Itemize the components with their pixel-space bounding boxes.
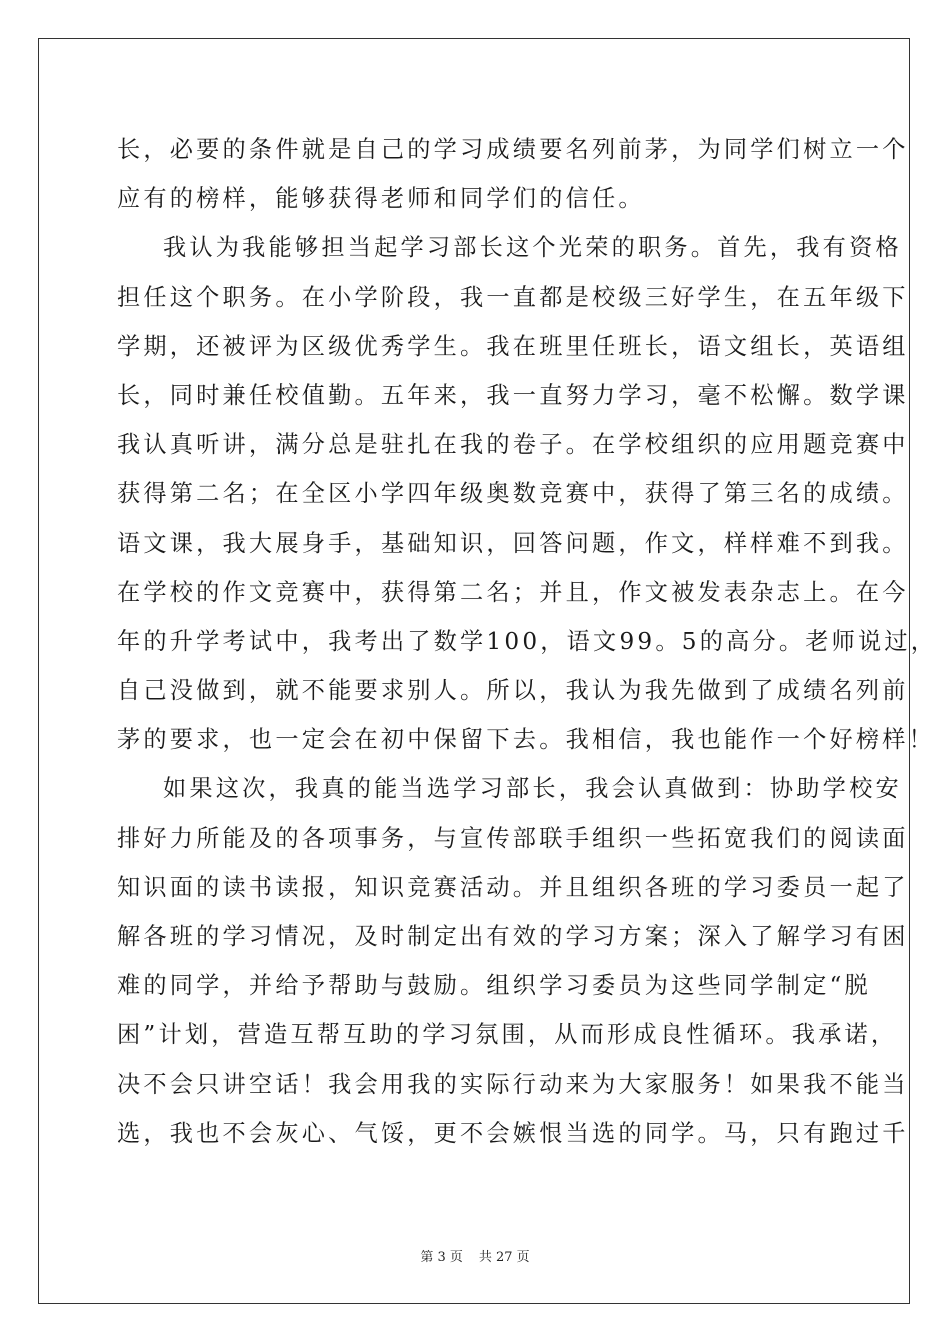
text-line: 担任这个职务。在小学阶段，我一直都是校级三好学生，在五年级下: [117, 283, 909, 311]
text-line: 难的同学，并给予帮助与鼓励。组织学习委员为这些同学制定“脱: [117, 972, 871, 1000]
text-line: 学期，还被评为区级优秀学生。我在班里任班长，语文组长，英语组: [117, 332, 909, 360]
paragraph-start-line: 我认为我能够担当起学习部长这个光荣的职务。首先，我有资格: [163, 234, 902, 262]
text-line: 知识面的读书读报，知识竞赛活动。并且组织各班的学习委员一起了: [117, 873, 909, 901]
current-page-label: 第 3 页: [420, 1250, 463, 1265]
text-line: 困”计划，营造互帮互助的学习氛围，从而形成良性循环。我承诺，: [117, 1021, 898, 1049]
document-body: [117, 125, 938, 1158]
text-line: 选，我也不会灰心、气馁，更不会嫉恨当选的同学。马，只有跑过千: [117, 1119, 909, 1147]
text-line: 年的升学考试中，我考出了数学100，语文99。5的高分。老师说过，: [117, 627, 938, 655]
text-line: 排好力所能及的各项事务，与宣传部联手组织一些拓宽我们的阅读面: [117, 824, 909, 852]
text-line: 获得第二名；在全区小学四年级奥数竞赛中，获得了第三名的成绩。: [117, 480, 909, 508]
paragraph-start-line: 如果这次，我真的能当选学习部长，我会认真做到：协助学校安: [163, 775, 902, 803]
text-line: 长，必要的条件就是自己的学习成绩要名列前茅，为同学们树立一个: [117, 136, 909, 163]
text-line: 语文课，我大展身手，基础知识，回答问题，作文，样样难不到我。: [117, 529, 909, 557]
text-line: 自己没做到，就不能要求别人。所以，我认为我先做到了成绩名列前: [117, 677, 909, 705]
page-footer: [0, 1246, 950, 1265]
text-line: 决不会只讲空话！我会用我的实际行动来为大家服务！如果我不能当: [117, 1070, 909, 1098]
text-line: 我认真听讲，满分总是驻扎在我的卷子。在学校组织的应用题竞赛中: [117, 431, 909, 459]
text-line: 茅的要求，也一定会在初中保留下去。我相信，我也能作一个好榜样！: [117, 726, 936, 754]
text-line: 解各班的学习情况，及时制定出有效的学习方案；深入了解学习有困: [117, 923, 909, 950]
total-pages-label: 共 27 页: [478, 1250, 530, 1265]
text-line: 在学校的作文竞赛中，获得第二名；并且，作文被发表杂志上。在今: [117, 578, 909, 606]
text-line: 长，同时兼任校值勤。五年来，我一直努力学习，毫不松懈。数学课: [117, 381, 909, 409]
text-line: 应有的榜样，能够获得老师和同学们的信任。: [117, 185, 645, 213]
